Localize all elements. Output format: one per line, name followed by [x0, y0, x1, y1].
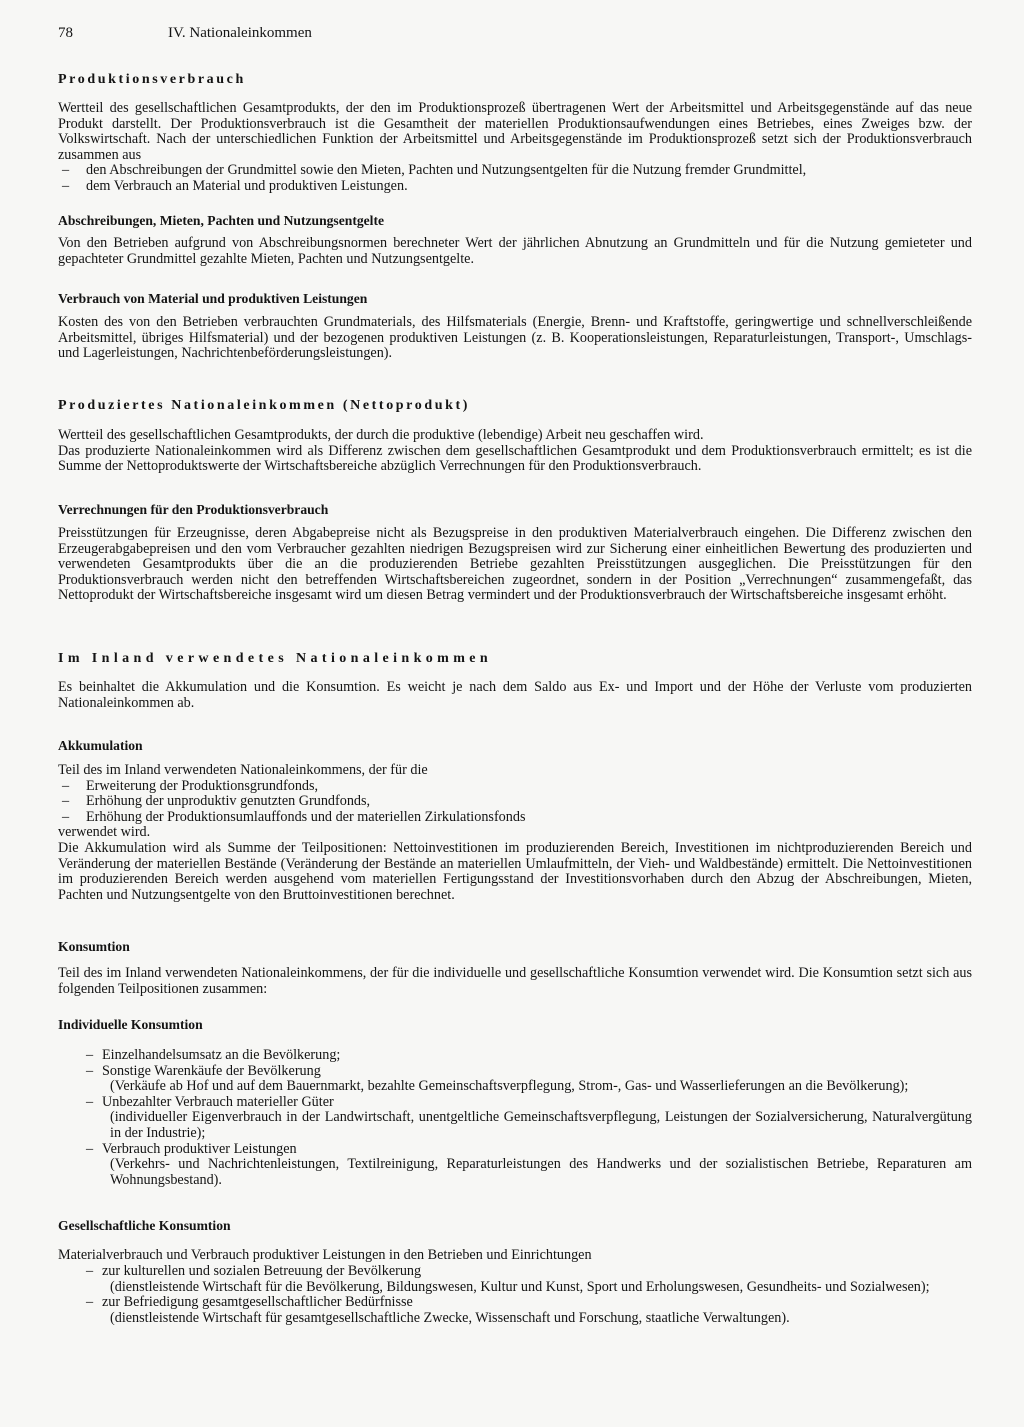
paragraph-verrechnungen: Preisstützungen für Erzeugnisse, deren Abgabepreise nicht als Bezugspreise in den produktiven Materialverbrauch eingehen. Die Differenz zwischen den Erzeugerabgabepreisen und den vom Verbraucher gezahlten niedrigen Bezugspreisen wird zur Sicherung einer einheitlichen Bewertung des produzierten und verwendeten Gesamtprodukts über die an die produzierenden Betriebe gezahlten Preisstützungen ausgeglichen. Die Preisstützungen für den Produktionsverbrauch werden nicht den betreffenden Wirtschaftsbereichen zugeordnet, sondern in der Position „Verrechnungen“ zusammengefaßt, das Nettoprodukt der Wirtschaftsbereiche insgesamt wird um diesen Betrag vermindert und der Produktionsverbrauch der Wirtschaftsbereiche insgesamt erhöht. [58, 525, 972, 604]
item-label: zur Befriedigung gesamtgesellschaftlicher Bedürfnisse [102, 1294, 413, 1311]
page-header [58, 26, 312, 42]
heading-abschreibungen: Abschreibungen, Mieten, Pachten und Nutzungsentgelte [58, 213, 385, 228]
list-item: – den Abschreibungen der Grundmittel sowie den Mieten, Pachten und Nutzungsentgelten für die Nutzung fremder Grundmittel, [58, 163, 972, 179]
item-label: Sonstige Warenkäufe der Bevölkerung [102, 1062, 321, 1079]
list-item: – Erweiterung der Produktionsgrundfonds, [58, 779, 972, 795]
heading-konsumtion: Konsumtion [58, 939, 130, 954]
list-individuelle-konsumtion [58, 1048, 972, 1188]
list-gesellschaftliche-konsumtion [58, 1264, 972, 1326]
section-produziertes-nationaleinkommen [58, 428, 972, 475]
heading-akkumulation: Akkumulation [58, 738, 143, 753]
item-label: zur kulturellen und sozialen Betreuung der Bevölkerung [102, 1263, 422, 1279]
list-item [102, 1064, 972, 1095]
paragraph-verbrauch-material: Kosten des von den Betrieben verbrauchten Grundmaterials, des Hilfsmaterials (Energie, Brenn- und Kraftstoffe, geringwertige und schnellverschleißende Arbeitsmittel, übriges Hilfsmaterial) und der bezogenen produktiven Leistungen (z. B. Kooperationsleistungen, Reparaturleistungen, Transport-, Umschlags- und Lagerleistungen, Nachrichtenbeförderungsleistungen). [58, 314, 972, 362]
list-item [102, 1048, 972, 1064]
list-item [102, 1295, 972, 1326]
heading-gesellschaftliche-konsumtion: Gesellschaftliche Konsumtion [58, 1218, 231, 1233]
paragraph: Die Akkumulation wird als Summe der Teilpositionen: Nettoinvestitionen im produzierenden Bereich, Investitionen im nichtproduzierenden Bereich und Veränderung der materiellen Bestände (Veränderung der Bestände an materiellen Umlaufmitteln, der Vieh- und Waldbestände) ermittelt. Die Nettoinvestitionen im produzierenden Bereich werden ausgehend vom materiellen Fertigungsstand der Investitionsvorhaben durch den Abzug der Abschreibungen, Mieten, Pachten und Nutzungsentgelte von den Bruttoinvestitionen berechnet. [58, 839, 972, 903]
section-gesellschaftliche-konsumtion [58, 1248, 972, 1264]
list-item [102, 1264, 972, 1295]
paragraph: Wertteil des gesellschaftlichen Gesamtprodukts, der den im Produktionsprozeß übertragenen Wert der Arbeitsmittel und Arbeitsgegenstände auf das neue Produkt darstellt. Der Produktionsverbrauch ist die Gesamtheit der materiellen Produktionsaufwendungen eines Betriebes, eines Zweiges bzw. der Volkswirtschaft. Nach der unterschiedlichen Funktion der Arbeitsmittel und Arbeitsgegenstände im Produktionsprozeß setzt sich der Produktionsverbrauch zusammen aus [58, 100, 972, 163]
item-detail: (Verkehrs- und Nachrichtenleistungen, Textilreinigung, Reparaturleistungen des Handwerks und der sozialistischen Betriebe, Reparaturen am Wohnungsbestand). [110, 1156, 972, 1188]
heading-individuelle-konsumtion: Individuelle Konsumtion [58, 1017, 203, 1032]
paragraph: verwendet wird. [58, 824, 151, 841]
section-produktionsverbrauch [58, 101, 972, 195]
chapter-title: IV. Nationaleinkommen [168, 25, 312, 41]
item-label: Einzelhandelsumsatz an die Bevölkerung; [102, 1047, 341, 1063]
paragraph: Das produzierte Nationaleinkommen wird als Differenz zwischen dem gesellschaftlichen Gesamtprodukt und dem Produktionsverbrauch ermittelt; es ist die Summe der Nettoproduktswerte der Wirtschaftsbereiche abzüglich Verrechnungen für den Produktionsverbrauch. [58, 442, 972, 475]
item-detail: (individueller Eigenverbrauch in der Landwirtschaft, unentgeltliche Gemeinschaftsverpflegung, Leistungen der Sozialversicherung, Naturalvergütung in der Industrie); [110, 1109, 972, 1141]
item-label: Verbrauch produktiver Leistungen [102, 1140, 297, 1157]
item-detail: (dienstleistende Wirtschaft für die Bevölkerung, Bildungswesen, Kultur und Kunst, Sport und Erholungswesen, Gesundheits- und Sozialwesen); [110, 1278, 930, 1295]
paragraph-abschreibungen: Von den Betrieben aufgrund von Abschreibungsnormen berechneter Wert der jährlichen Abnutzung an Grundmitteln und für die Nutzung gemieteter und gepachteter Grundmittel gezahlte Mieten, Pachten und Nutzungsentgelte. [58, 235, 972, 267]
list-item [102, 1142, 972, 1189]
list-item: – dem Verbrauch an Material und produktiven Leistungen. [58, 179, 972, 195]
paragraph-konsumtion: Teil des im Inland verwendeten Nationaleinkommens, der für die individuelle und gesellschaftliche Konsumtion verwendet wird. Die Konsumtion setzt sich aus folgenden Teilpositionen zusammen: [58, 965, 972, 997]
section-akkumulation [58, 763, 972, 903]
paragraph: Materialverbrauch und Verbrauch produktiver Leistungen in den Betrieben und Einrichtungen [58, 1247, 592, 1263]
heading-inland-nationaleinkommen: Im Inland verwendetes Nationaleinkommen [58, 651, 493, 666]
page-number: 78 [58, 25, 73, 41]
list [58, 779, 972, 826]
list [58, 163, 972, 194]
heading-produziertes-nationaleinkommen: Produziertes Nationaleinkommen (Nettoprodukt) [58, 398, 471, 413]
item-label: Unbezahlter Verbrauch materieller Güter [102, 1093, 334, 1110]
list-item [102, 1095, 972, 1142]
item-detail: (Verkäufe ab Hof und auf dem Bauernmarkt, bezahlte Gemeinschaftsverpflegung, Strom-, Gas- und Wasserlieferungen an die Bevölkerung); [110, 1078, 909, 1095]
paragraph: Wertteil des gesellschaftlichen Gesamtprodukts, der durch die produktive (lebendige) Arbeit neu geschaffen wird. [58, 427, 704, 443]
heading-produktionsverbrauch: Produktionsverbrauch [58, 72, 246, 87]
heading-verrechnungen: Verrechnungen für den Produktionsverbrauch [58, 502, 329, 517]
list-item: – Erhöhung der unproduktiv genutzten Grundfonds, [58, 794, 972, 810]
paragraph-inland-nationaleinkommen: Es beinhaltet die Akkumulation und die Konsumtion. Es weicht je nach dem Saldo aus Ex- und Import und der Höhe der Verluste vom produzierten Nationaleinkommen ab. [58, 679, 972, 711]
list-item: – Erhöhung der Produktionsumlauffonds und der materiellen Zirkulationsfonds [58, 810, 972, 826]
heading-verbrauch-material: Verbrauch von Material und produktiven Leistungen [58, 291, 368, 306]
paragraph: Teil des im Inland verwendeten Nationaleinkommens, der für die [58, 762, 428, 778]
item-detail: (dienstleistende Wirtschaft für gesamtgesellschaftliche Zwecke, Wissenschaft und Forschung, staatliche Verwaltungen). [110, 1309, 790, 1326]
